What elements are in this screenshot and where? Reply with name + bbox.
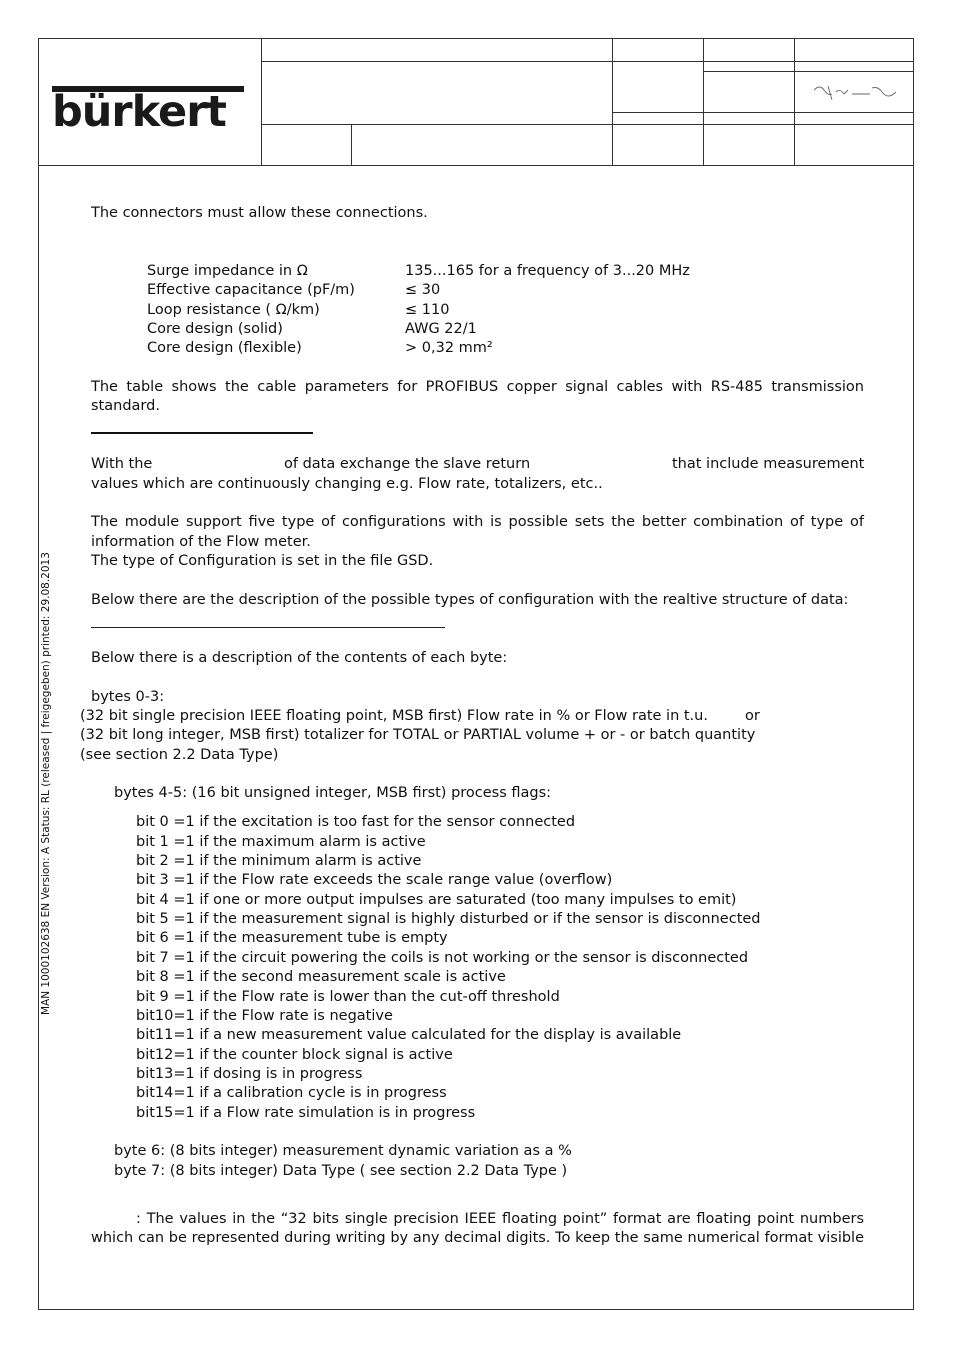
exchange-text: that include measurement xyxy=(672,456,865,472)
table-note-line: The table shows the cable parameters for PROFIBUS copper signal cables with RS-485 transmission xyxy=(91,379,864,395)
note-line: : The values in the “32 bits single precision IEEE floating point” format are floating point numbers xyxy=(136,1211,864,1227)
burkert-logo xyxy=(52,86,244,136)
list-item: bit14=1 if a calibration cycle is in progress xyxy=(136,1085,447,1101)
list-item: bit 6 =1 if the measurement tube is empty xyxy=(136,930,448,946)
list-item: bit15=1 if a Flow rate simulation is in progress xyxy=(136,1105,476,1121)
section-rule xyxy=(91,627,445,628)
title-block-divider xyxy=(261,124,914,125)
title-block-divider xyxy=(351,124,352,166)
param-name: Surge impedance in Ω xyxy=(147,263,308,279)
param-name: Core design (solid) xyxy=(147,321,283,337)
param-value: 135...165 for a frequency of 3...20 MHz xyxy=(405,263,690,279)
title-block-divider xyxy=(612,112,914,113)
table-note-line: standard. xyxy=(91,398,160,414)
param-value: ≤ 30 xyxy=(405,282,441,298)
bytes-description: Below there is a description of the contents of each byte: xyxy=(91,650,508,666)
title-block-divider xyxy=(261,38,262,166)
param-name: Loop resistance ( Ω/km) xyxy=(147,302,320,318)
list-item: bit10=1 if the Flow rate is negative xyxy=(136,1008,393,1024)
param-value: ≤ 110 xyxy=(405,302,450,318)
title-block-divider xyxy=(261,61,914,62)
param-name: Core design (flexible) xyxy=(147,340,302,356)
param-value: AWG 22/1 xyxy=(405,321,477,337)
note-line: which can be represented during writing by any decimal digits. To keep the same numerical format visible xyxy=(91,1230,864,1246)
bytes03-title: bytes 0-3: xyxy=(91,689,165,705)
byte6-line: byte 6: (8 bits integer) measurement dynamic variation as a % xyxy=(114,1143,572,1159)
exchange-text: of data exchange the slave return xyxy=(284,456,531,472)
byte7-line: byte 7: (8 bits integer) Data Type ( see section 2.2 Data Type ) xyxy=(114,1163,568,1179)
list-item: bit 3 =1 if the Flow rate exceeds the scale range value (overflow) xyxy=(136,872,613,888)
section-rule xyxy=(91,432,313,434)
exchange-text: values which are continuously changing e.g. Flow rate, totalizers, etc.. xyxy=(91,476,603,492)
list-item: bit 7 =1 if the circuit powering the coils is not working or the sensor is disconnected xyxy=(136,950,749,966)
title-block-divider xyxy=(703,71,914,72)
intro-text: The connectors must allow these connections. xyxy=(91,205,428,221)
list-item: bit 9 =1 if the Flow rate is lower than the cut-off threshold xyxy=(136,989,560,1005)
bytes03-line: (32 bit long integer, MSB first) totalizer for TOTAL or PARTIAL volume + or - or batch quantity xyxy=(80,727,756,743)
logo-wordmark: bürkert xyxy=(52,87,226,137)
bytes03-or: or xyxy=(745,708,760,724)
list-item: bit12=1 if the counter block signal is active xyxy=(136,1047,453,1063)
config-text: information of the Flow meter. xyxy=(91,534,311,550)
list-item: bit 0 =1 if the excitation is too fast for the sensor connected xyxy=(136,814,576,830)
bytes03-line: (32 bit single precision IEEE floating point, MSB first) Flow rate in % or Flow rate in t.u. xyxy=(80,708,708,724)
list-item: bit11=1 if a new measurement value calculated for the display is available xyxy=(136,1027,682,1043)
exchange-text: With the xyxy=(91,456,153,472)
margin-status-text: MAN 1000102638 EN Version: A Status: RL (released | freigegeben) printed: 29.08.2013 xyxy=(40,552,52,1015)
param-name: Effective capacitance (pF/m) xyxy=(147,282,355,298)
bytes45-title: bytes 4-5: (16 bit unsigned integer, MSB first) process flags: xyxy=(114,785,552,801)
config-text: The module support five type of configurations with is possible sets the better combination of type of xyxy=(91,514,864,530)
param-value: > 0,32 mm² xyxy=(405,340,493,356)
title-block-divider xyxy=(612,38,613,166)
list-item: bit 1 =1 if the maximum alarm is active xyxy=(136,834,426,850)
list-item: bit 8 =1 if the second measurement scale is active xyxy=(136,969,506,985)
list-item: bit 4 =1 if one or more output impulses are saturated (too many impulses to emit) xyxy=(136,892,737,908)
title-block-divider xyxy=(703,38,704,166)
title-block-divider xyxy=(794,38,795,166)
list-item: bit 2 =1 if the minimum alarm is active xyxy=(136,853,422,869)
bytes03-line: (see section 2.2 Data Type) xyxy=(80,747,279,763)
config-description: Below there are the description of the possible types of configuration with the realtive structure of data: xyxy=(91,592,849,608)
config-text: The type of Configuration is set in the file GSD. xyxy=(91,553,434,569)
list-item: bit 5 =1 if the measurement signal is highly disturbed or if the sensor is disconnected xyxy=(136,911,761,927)
list-item: bit13=1 if dosing is in progress xyxy=(136,1066,363,1082)
signature xyxy=(810,82,902,104)
